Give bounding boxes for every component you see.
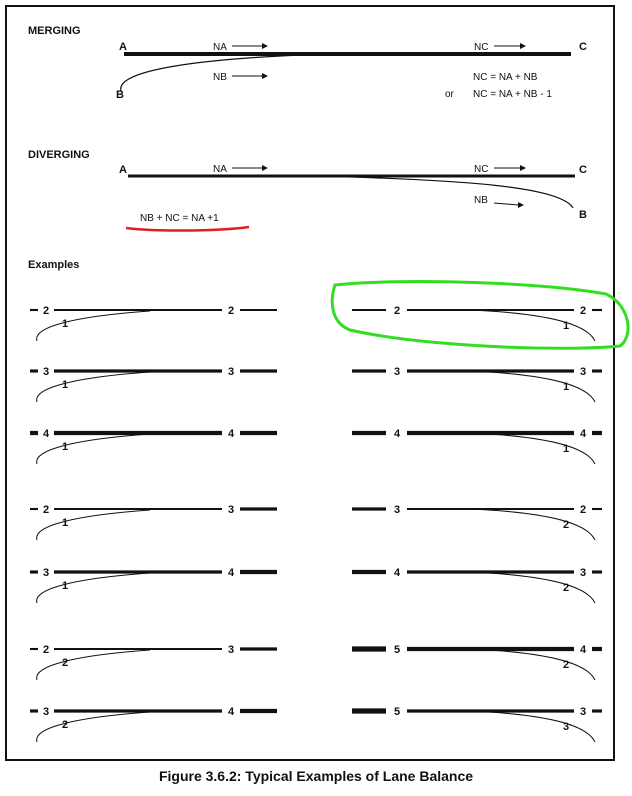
diverge-example [352,567,602,603]
diverge-example [352,366,602,402]
merge-examples [30,305,277,742]
diverge-ramp [470,310,595,341]
merging-eq2-prefix: or [445,89,454,100]
downstream-lanes: 3 [579,567,587,579]
ramp-lanes: 1 [562,443,570,455]
diverging-flow-a: NA [213,164,227,175]
diverge-ramp [470,711,595,742]
diverging-flow-c: NC [474,164,489,175]
upstream-lanes: 3 [393,504,401,516]
upstream-lanes: 3 [42,706,50,718]
merging-label-b: B [116,89,124,101]
merge-example [30,305,277,341]
ramp-lanes: 1 [61,318,69,330]
ramp-lanes: 1 [61,441,69,453]
ramp-lanes: 1 [562,320,570,332]
merge-ramp [37,311,150,341]
merge-ramp [37,650,150,680]
downstream-lanes: 3 [579,366,587,378]
diverging-label-b: B [579,209,587,221]
diverging-ramp [320,176,573,208]
merging-arrowhead-a [262,43,268,49]
merge-example [30,706,277,742]
ramp-lanes: 1 [61,517,69,529]
diverge-ramp [470,371,595,402]
merging-flow-a: NA [213,42,227,53]
upstream-lanes: 5 [393,706,401,718]
downstream-lanes: 2 [227,305,235,317]
merge-ramp [37,510,150,540]
figure-caption: Figure 3.6.2: Typical Examples of Lane Balance [158,768,474,784]
diverge-ramp [470,433,595,464]
merging-flow-c: NC [474,42,489,53]
diverging-arrowhead-c [520,165,526,171]
upstream-lanes: 3 [42,366,50,378]
diverging-eq: NB + NC = NA +1 [140,213,219,224]
merging-arrowhead-b [262,73,268,79]
merge-example [30,644,277,680]
upstream-lanes: 5 [393,644,401,656]
diverge-example [352,706,602,742]
merge-example [30,567,277,603]
diverge-ramp [470,649,595,680]
diverging-label-a: A [119,164,127,176]
diverging-label-c: C [579,164,587,176]
diverging-flow-b: NB [474,195,488,206]
downstream-lanes: 3 [227,366,235,378]
examples-title: Examples [28,259,80,271]
downstream-lanes: 3 [579,706,587,718]
upstream-lanes: 3 [393,366,401,378]
ramp-lanes: 3 [562,721,570,733]
upstream-lanes: 2 [42,504,50,516]
upstream-lanes: 2 [42,305,50,317]
ramp-lanes: 1 [61,580,69,592]
diverge-examples [352,305,602,742]
merge-example [30,428,277,464]
downstream-lanes: 2 [579,305,587,317]
merge-ramp [37,712,150,742]
diverge-example [352,428,602,464]
merging-flow-b: NB [213,72,227,83]
ramp-lanes: 2 [61,657,69,669]
merging-label-a: A [119,41,127,53]
diverging-title: DIVERGING [28,149,90,161]
ramp-lanes: 2 [562,659,570,671]
upstream-lanes: 2 [393,305,401,317]
merge-ramp [37,573,150,603]
ramp-lanes: 1 [61,379,69,391]
downstream-lanes: 4 [579,428,587,440]
downstream-lanes: 4 [579,644,587,656]
downstream-lanes: 4 [227,706,235,718]
diverge-example [352,644,602,680]
ramp-lanes: 1 [562,381,570,393]
diverge-example [352,305,602,341]
ramp-lanes: 2 [61,719,69,731]
merging-eq2: NC = NA + NB - 1 [473,89,552,100]
merge-ramp [37,434,150,464]
merge-example [30,504,277,540]
downstream-lanes: 2 [579,504,587,516]
ramp-lanes: 2 [562,582,570,594]
diverging-arrowhead-b [518,202,524,208]
upstream-lanes: 4 [393,567,401,579]
merging-arrowhead-c [520,43,526,49]
ramp-lanes: 2 [562,519,570,531]
merging-title: MERGING [28,25,81,37]
diverge-ramp [470,572,595,603]
diverging-arrow-b [494,203,518,205]
diverging-eq-underline [126,227,249,231]
upstream-lanes: 4 [42,428,50,440]
merge-example [30,366,277,402]
downstream-lanes: 4 [227,428,235,440]
diverge-ramp [470,509,595,540]
downstream-lanes: 3 [227,644,235,656]
downstream-lanes: 3 [227,504,235,516]
downstream-lanes: 4 [227,567,235,579]
upstream-lanes: 3 [42,567,50,579]
diverge-example [352,504,602,540]
diverging-arrowhead-a [262,165,268,171]
upstream-lanes: 4 [393,428,401,440]
merging-eq1: NC = NA + NB [473,72,538,83]
merge-ramp [37,372,150,402]
upstream-lanes: 2 [42,644,50,656]
merging-label-c: C [579,41,587,53]
